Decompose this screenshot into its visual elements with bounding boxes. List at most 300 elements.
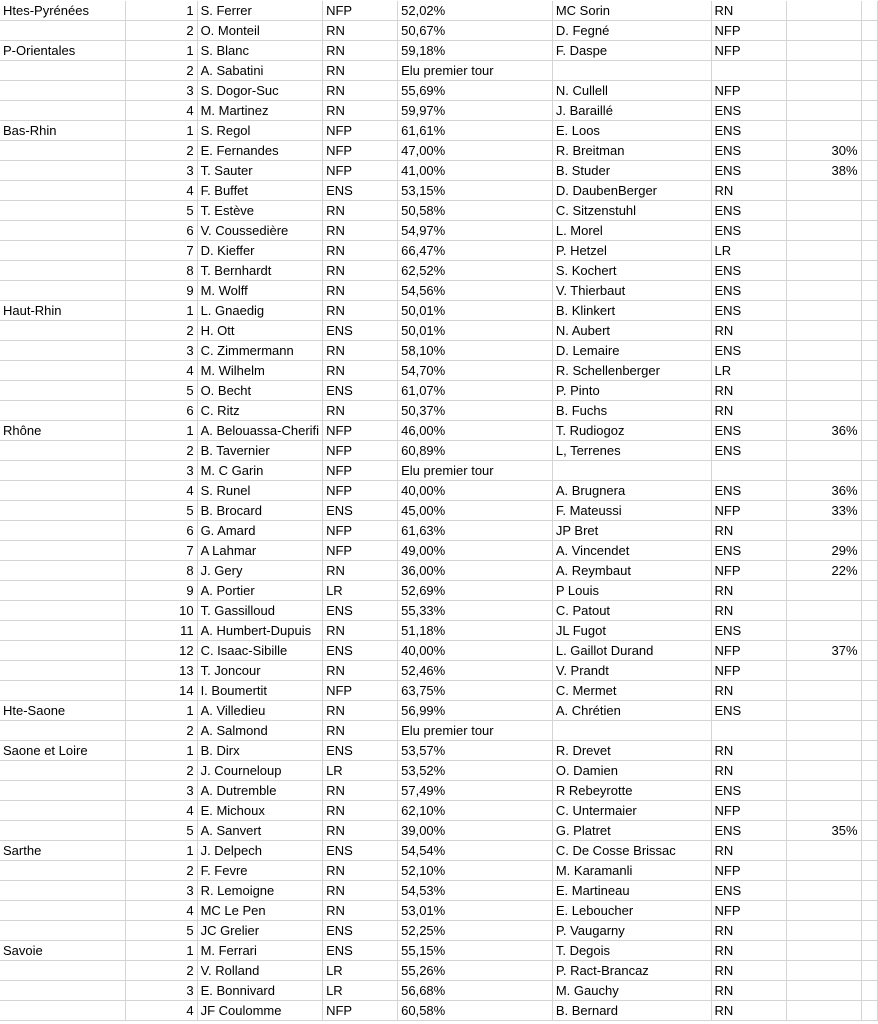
cell-opponent[interactable]: D. Fegné: [552, 21, 711, 41]
cell-opponent[interactable]: D. Lemaire: [552, 341, 711, 361]
cell-opponent-party[interactable]: ENS: [711, 821, 786, 841]
cell-department[interactable]: [0, 521, 125, 541]
cell-opponent-score[interactable]: [786, 201, 861, 221]
cell-opponent[interactable]: JL Fugot: [552, 621, 711, 641]
cell-empty[interactable]: [861, 601, 877, 621]
cell-party[interactable]: ENS: [323, 501, 398, 521]
cell-opponent-score[interactable]: [786, 761, 861, 781]
cell-candidate[interactable]: T. Gassilloud: [197, 601, 323, 621]
cell-party[interactable]: NFP: [323, 461, 398, 481]
cell-opponent-party[interactable]: ENS: [711, 281, 786, 301]
cell-empty[interactable]: [861, 781, 877, 801]
cell-department[interactable]: [0, 61, 125, 81]
cell-candidate[interactable]: A. Sanvert: [197, 821, 323, 841]
cell-score[interactable]: 54,97%: [398, 221, 553, 241]
cell-department[interactable]: [0, 81, 125, 101]
cell-opponent-score[interactable]: [786, 261, 861, 281]
cell-opponent[interactable]: R. Drevet: [552, 741, 711, 761]
cell-opponent-score[interactable]: 38%: [786, 161, 861, 181]
cell-score[interactable]: 63,75%: [398, 681, 553, 701]
cell-department[interactable]: [0, 621, 125, 641]
cell-candidate[interactable]: T. Joncour: [197, 661, 323, 681]
cell-opponent[interactable]: MC Sorin: [552, 1, 711, 21]
cell-opponent-party[interactable]: ENS: [711, 621, 786, 641]
cell-opponent[interactable]: R Rebeyrotte: [552, 781, 711, 801]
cell-department[interactable]: [0, 341, 125, 361]
cell-circonscription[interactable]: 3: [125, 341, 197, 361]
cell-score[interactable]: 54,70%: [398, 361, 553, 381]
cell-opponent-score[interactable]: [786, 281, 861, 301]
cell-circonscription[interactable]: 7: [125, 541, 197, 561]
cell-department[interactable]: [0, 381, 125, 401]
cell-opponent[interactable]: C. Mermet: [552, 681, 711, 701]
cell-opponent-score[interactable]: [786, 81, 861, 101]
cell-opponent-score[interactable]: 37%: [786, 641, 861, 661]
cell-candidate[interactable]: V. Rolland: [197, 961, 323, 981]
cell-party[interactable]: RN: [323, 261, 398, 281]
cell-opponent-score[interactable]: [786, 881, 861, 901]
cell-department[interactable]: [0, 881, 125, 901]
cell-department[interactable]: [0, 641, 125, 661]
cell-opponent-score[interactable]: [786, 341, 861, 361]
cell-opponent[interactable]: G. Platret: [552, 821, 711, 841]
cell-empty[interactable]: [861, 61, 877, 81]
cell-opponent-party[interactable]: ENS: [711, 121, 786, 141]
cell-opponent[interactable]: B. Studer: [552, 161, 711, 181]
cell-empty[interactable]: [861, 641, 877, 661]
cell-opponent-score[interactable]: [786, 661, 861, 681]
cell-empty[interactable]: [861, 321, 877, 341]
cell-empty[interactable]: [861, 561, 877, 581]
cell-opponent-score[interactable]: [786, 21, 861, 41]
cell-opponent-score[interactable]: 29%: [786, 541, 861, 561]
cell-party[interactable]: ENS: [323, 641, 398, 661]
cell-candidate[interactable]: L. Gnaedig: [197, 301, 323, 321]
cell-opponent-score[interactable]: [786, 401, 861, 421]
cell-empty[interactable]: [861, 541, 877, 561]
cell-score[interactable]: 62,10%: [398, 801, 553, 821]
cell-opponent-score[interactable]: [786, 101, 861, 121]
cell-opponent[interactable]: B. Klinkert: [552, 301, 711, 321]
cell-circonscription[interactable]: 1: [125, 421, 197, 441]
cell-party[interactable]: LR: [323, 961, 398, 981]
cell-candidate[interactable]: A. Humbert-Dupuis: [197, 621, 323, 641]
cell-candidate[interactable]: G. Amard: [197, 521, 323, 541]
cell-circonscription[interactable]: 2: [125, 21, 197, 41]
cell-opponent-score[interactable]: [786, 581, 861, 601]
cell-department[interactable]: [0, 561, 125, 581]
cell-party[interactable]: RN: [323, 361, 398, 381]
cell-opponent-score[interactable]: [786, 681, 861, 701]
cell-party[interactable]: NFP: [323, 421, 398, 441]
cell-party[interactable]: NFP: [323, 681, 398, 701]
cell-opponent-score[interactable]: [786, 181, 861, 201]
cell-candidate[interactable]: E. Bonnivard: [197, 981, 323, 1001]
cell-party[interactable]: RN: [323, 721, 398, 741]
cell-department[interactable]: [0, 441, 125, 461]
cell-score[interactable]: 55,33%: [398, 601, 553, 621]
cell-candidate[interactable]: C. Zimmermann: [197, 341, 323, 361]
cell-candidate[interactable]: M. C Garin: [197, 461, 323, 481]
cell-opponent-party[interactable]: RN: [711, 601, 786, 621]
cell-score[interactable]: 51,18%: [398, 621, 553, 641]
cell-party[interactable]: RN: [323, 701, 398, 721]
cell-empty[interactable]: [861, 941, 877, 961]
cell-opponent[interactable]: V. Prandt: [552, 661, 711, 681]
cell-empty[interactable]: [861, 821, 877, 841]
cell-opponent-score[interactable]: [786, 801, 861, 821]
cell-opponent[interactable]: L. Morel: [552, 221, 711, 241]
cell-department[interactable]: Sarthe: [0, 841, 125, 861]
cell-party[interactable]: ENS: [323, 921, 398, 941]
cell-candidate[interactable]: MC Le Pen: [197, 901, 323, 921]
cell-opponent[interactable]: L, Terrenes: [552, 441, 711, 461]
cell-department[interactable]: [0, 21, 125, 41]
cell-empty[interactable]: [861, 301, 877, 321]
cell-party[interactable]: RN: [323, 821, 398, 841]
cell-circonscription[interactable]: 2: [125, 441, 197, 461]
cell-party[interactable]: ENS: [323, 601, 398, 621]
cell-department[interactable]: [0, 661, 125, 681]
cell-score[interactable]: 36,00%: [398, 561, 553, 581]
cell-score[interactable]: 53,52%: [398, 761, 553, 781]
cell-candidate[interactable]: J. Delpech: [197, 841, 323, 861]
cell-party[interactable]: RN: [323, 781, 398, 801]
cell-department[interactable]: Htes-Pyrénées: [0, 1, 125, 21]
cell-opponent-party[interactable]: ENS: [711, 481, 786, 501]
cell-department[interactable]: Hte-Saone: [0, 701, 125, 721]
cell-score[interactable]: 41,00%: [398, 161, 553, 181]
cell-candidate[interactable]: T. Estève: [197, 201, 323, 221]
cell-circonscription[interactable]: 4: [125, 361, 197, 381]
cell-score[interactable]: Elu premier tour: [398, 461, 553, 481]
cell-circonscription[interactable]: 2: [125, 61, 197, 81]
cell-circonscription[interactable]: 2: [125, 721, 197, 741]
cell-empty[interactable]: [861, 841, 877, 861]
cell-score[interactable]: 49,00%: [398, 541, 553, 561]
cell-party[interactable]: RN: [323, 561, 398, 581]
cell-opponent[interactable]: D. DaubenBerger: [552, 181, 711, 201]
cell-empty[interactable]: [861, 341, 877, 361]
cell-opponent-score[interactable]: [786, 301, 861, 321]
cell-score[interactable]: 50,58%: [398, 201, 553, 221]
cell-department[interactable]: P-Orientales: [0, 41, 125, 61]
cell-department[interactable]: Bas-Rhin: [0, 121, 125, 141]
cell-party[interactable]: RN: [323, 21, 398, 41]
cell-opponent-party[interactable]: NFP: [711, 861, 786, 881]
cell-opponent-party[interactable]: [711, 61, 786, 81]
cell-opponent-party[interactable]: ENS: [711, 301, 786, 321]
cell-candidate[interactable]: S. Blanc: [197, 41, 323, 61]
cell-opponent[interactable]: C. Untermaier: [552, 801, 711, 821]
cell-score[interactable]: 60,58%: [398, 1001, 553, 1021]
cell-opponent[interactable]: R. Breitman: [552, 141, 711, 161]
cell-party[interactable]: RN: [323, 41, 398, 61]
cell-score[interactable]: 58,10%: [398, 341, 553, 361]
cell-department[interactable]: [0, 161, 125, 181]
cell-opponent-score[interactable]: [786, 321, 861, 341]
cell-party[interactable]: RN: [323, 201, 398, 221]
cell-circonscription[interactable]: 5: [125, 501, 197, 521]
cell-opponent[interactable]: E. Leboucher: [552, 901, 711, 921]
cell-circonscription[interactable]: 12: [125, 641, 197, 661]
cell-circonscription[interactable]: 8: [125, 561, 197, 581]
cell-opponent-score[interactable]: [786, 841, 861, 861]
cell-score[interactable]: 54,54%: [398, 841, 553, 861]
cell-party[interactable]: ENS: [323, 181, 398, 201]
cell-party[interactable]: NFP: [323, 481, 398, 501]
cell-empty[interactable]: [861, 801, 877, 821]
cell-opponent-score[interactable]: [786, 921, 861, 941]
cell-circonscription[interactable]: 4: [125, 1001, 197, 1021]
cell-opponent-score[interactable]: [786, 741, 861, 761]
cell-empty[interactable]: [861, 521, 877, 541]
cell-party[interactable]: LR: [323, 761, 398, 781]
cell-opponent-party[interactable]: RN: [711, 841, 786, 861]
cell-party[interactable]: RN: [323, 61, 398, 81]
cell-empty[interactable]: [861, 21, 877, 41]
cell-opponent[interactable]: N. Aubert: [552, 321, 711, 341]
cell-party[interactable]: RN: [323, 341, 398, 361]
cell-opponent-party[interactable]: [711, 461, 786, 481]
cell-circonscription[interactable]: 2: [125, 861, 197, 881]
cell-circonscription[interactable]: 4: [125, 181, 197, 201]
cell-opponent-party[interactable]: ENS: [711, 441, 786, 461]
cell-opponent[interactable]: P. Ract-Brancaz: [552, 961, 711, 981]
cell-circonscription[interactable]: 11: [125, 621, 197, 641]
cell-opponent-score[interactable]: [786, 901, 861, 921]
cell-opponent-score[interactable]: [786, 521, 861, 541]
cell-party[interactable]: NFP: [323, 1001, 398, 1021]
cell-opponent[interactable]: A. Reymbaut: [552, 561, 711, 581]
cell-score[interactable]: 55,26%: [398, 961, 553, 981]
cell-opponent[interactable]: [552, 61, 711, 81]
cell-score[interactable]: 52,69%: [398, 581, 553, 601]
cell-score[interactable]: 45,00%: [398, 501, 553, 521]
cell-empty[interactable]: [861, 401, 877, 421]
cell-opponent-party[interactable]: RN: [711, 181, 786, 201]
cell-candidate[interactable]: E. Michoux: [197, 801, 323, 821]
cell-opponent-score[interactable]: [786, 981, 861, 1001]
cell-party[interactable]: RN: [323, 221, 398, 241]
cell-empty[interactable]: [861, 161, 877, 181]
cell-empty[interactable]: [861, 761, 877, 781]
cell-opponent-party[interactable]: ENS: [711, 201, 786, 221]
cell-opponent-party[interactable]: RN: [711, 1001, 786, 1021]
cell-opponent-party[interactable]: RN: [711, 1, 786, 21]
cell-party[interactable]: RN: [323, 801, 398, 821]
cell-score[interactable]: 59,18%: [398, 41, 553, 61]
cell-opponent[interactable]: J. Baraillé: [552, 101, 711, 121]
cell-score[interactable]: 39,00%: [398, 821, 553, 841]
cell-empty[interactable]: [861, 141, 877, 161]
cell-opponent[interactable]: C. Patout: [552, 601, 711, 621]
cell-party[interactable]: NFP: [323, 121, 398, 141]
cell-candidate[interactable]: F. Buffet: [197, 181, 323, 201]
cell-department[interactable]: [0, 581, 125, 601]
cell-party[interactable]: RN: [323, 861, 398, 881]
cell-department[interactable]: Saone et Loire: [0, 741, 125, 761]
cell-circonscription[interactable]: 14: [125, 681, 197, 701]
cell-opponent-party[interactable]: RN: [711, 741, 786, 761]
cell-opponent-score[interactable]: [786, 441, 861, 461]
cell-candidate[interactable]: JF Coulomme: [197, 1001, 323, 1021]
cell-candidate[interactable]: A. Sabatini: [197, 61, 323, 81]
cell-circonscription[interactable]: 8: [125, 261, 197, 281]
cell-department[interactable]: [0, 821, 125, 841]
cell-department[interactable]: [0, 141, 125, 161]
cell-opponent[interactable]: V. Thierbaut: [552, 281, 711, 301]
cell-circonscription[interactable]: 1: [125, 701, 197, 721]
cell-candidate[interactable]: J. Gery: [197, 561, 323, 581]
cell-opponent-party[interactable]: ENS: [711, 341, 786, 361]
cell-opponent-score[interactable]: [786, 781, 861, 801]
cell-party[interactable]: LR: [323, 981, 398, 1001]
cell-opponent[interactable]: L. Gaillot Durand: [552, 641, 711, 661]
cell-opponent-party[interactable]: NFP: [711, 561, 786, 581]
cell-opponent-score[interactable]: 35%: [786, 821, 861, 841]
cell-score[interactable]: Elu premier tour: [398, 61, 553, 81]
cell-circonscription[interactable]: 1: [125, 301, 197, 321]
cell-department[interactable]: [0, 201, 125, 221]
cell-opponent-party[interactable]: LR: [711, 361, 786, 381]
cell-empty[interactable]: [861, 41, 877, 61]
cell-candidate[interactable]: S. Ferrer: [197, 1, 323, 21]
cell-opponent-party[interactable]: ENS: [711, 261, 786, 281]
cell-score[interactable]: 61,61%: [398, 121, 553, 141]
cell-circonscription[interactable]: 3: [125, 881, 197, 901]
cell-department[interactable]: [0, 761, 125, 781]
cell-empty[interactable]: [861, 981, 877, 1001]
cell-party[interactable]: ENS: [323, 841, 398, 861]
cell-opponent[interactable]: C. Sitzenstuhl: [552, 201, 711, 221]
cell-candidate[interactable]: S. Dogor-Suc: [197, 81, 323, 101]
cell-circonscription[interactable]: 2: [125, 321, 197, 341]
cell-party[interactable]: ENS: [323, 941, 398, 961]
cell-candidate[interactable]: C. Ritz: [197, 401, 323, 421]
cell-empty[interactable]: [861, 961, 877, 981]
cell-score[interactable]: 59,97%: [398, 101, 553, 121]
cell-department[interactable]: [0, 261, 125, 281]
cell-empty[interactable]: [861, 621, 877, 641]
cell-score[interactable]: 50,01%: [398, 321, 553, 341]
cell-opponent-party[interactable]: RN: [711, 761, 786, 781]
cell-opponent-party[interactable]: ENS: [711, 161, 786, 181]
cell-opponent-score[interactable]: [786, 1001, 861, 1021]
cell-party[interactable]: NFP: [323, 521, 398, 541]
cell-opponent-score[interactable]: [786, 381, 861, 401]
cell-circonscription[interactable]: 4: [125, 101, 197, 121]
cell-circonscription[interactable]: 9: [125, 581, 197, 601]
cell-party[interactable]: ENS: [323, 741, 398, 761]
cell-department[interactable]: [0, 921, 125, 941]
cell-opponent-score[interactable]: [786, 121, 861, 141]
cell-score[interactable]: 66,47%: [398, 241, 553, 261]
cell-score[interactable]: Elu premier tour: [398, 721, 553, 741]
cell-department[interactable]: [0, 481, 125, 501]
cell-opponent-party[interactable]: NFP: [711, 501, 786, 521]
cell-circonscription[interactable]: 5: [125, 201, 197, 221]
cell-score[interactable]: 54,56%: [398, 281, 553, 301]
cell-candidate[interactable]: T. Sauter: [197, 161, 323, 181]
cell-opponent[interactable]: M. Gauchy: [552, 981, 711, 1001]
cell-opponent-score[interactable]: [786, 721, 861, 741]
cell-opponent-score[interactable]: 22%: [786, 561, 861, 581]
cell-opponent-score[interactable]: [786, 1, 861, 21]
cell-candidate[interactable]: S. Regol: [197, 121, 323, 141]
cell-opponent-party[interactable]: ENS: [711, 101, 786, 121]
cell-circonscription[interactable]: 5: [125, 921, 197, 941]
cell-opponent[interactable]: B. Bernard: [552, 1001, 711, 1021]
cell-department[interactable]: [0, 321, 125, 341]
cell-score[interactable]: 50,67%: [398, 21, 553, 41]
cell-circonscription[interactable]: 9: [125, 281, 197, 301]
cell-department[interactable]: [0, 461, 125, 481]
cell-candidate[interactable]: A. Villedieu: [197, 701, 323, 721]
cell-circonscription[interactable]: 6: [125, 221, 197, 241]
cell-candidate[interactable]: B. Dirx: [197, 741, 323, 761]
cell-opponent-party[interactable]: RN: [711, 981, 786, 1001]
cell-candidate[interactable]: B. Tavernier: [197, 441, 323, 461]
cell-empty[interactable]: [861, 281, 877, 301]
cell-candidate[interactable]: JC Grelier: [197, 921, 323, 941]
cell-empty[interactable]: [861, 921, 877, 941]
cell-party[interactable]: LR: [323, 581, 398, 601]
cell-circonscription[interactable]: 1: [125, 121, 197, 141]
cell-circonscription[interactable]: 1: [125, 741, 197, 761]
cell-opponent-party[interactable]: RN: [711, 941, 786, 961]
cell-empty[interactable]: [861, 241, 877, 261]
cell-department[interactable]: [0, 281, 125, 301]
cell-department[interactable]: [0, 241, 125, 261]
cell-opponent-score[interactable]: [786, 241, 861, 261]
cell-empty[interactable]: [861, 181, 877, 201]
cell-department[interactable]: [0, 541, 125, 561]
cell-department[interactable]: Savoie: [0, 941, 125, 961]
cell-opponent[interactable]: P. Vaugarny: [552, 921, 711, 941]
cell-candidate[interactable]: D. Kieffer: [197, 241, 323, 261]
cell-candidate[interactable]: E. Fernandes: [197, 141, 323, 161]
cell-empty[interactable]: [861, 581, 877, 601]
cell-opponent-party[interactable]: ENS: [711, 541, 786, 561]
cell-score[interactable]: 53,57%: [398, 741, 553, 761]
cell-party[interactable]: NFP: [323, 161, 398, 181]
cell-department[interactable]: Rhône: [0, 421, 125, 441]
cell-opponent-party[interactable]: ENS: [711, 881, 786, 901]
cell-candidate[interactable]: O. Becht: [197, 381, 323, 401]
cell-circonscription[interactable]: 6: [125, 401, 197, 421]
cell-candidate[interactable]: A Lahmar: [197, 541, 323, 561]
cell-party[interactable]: RN: [323, 621, 398, 641]
cell-empty[interactable]: [861, 1001, 877, 1021]
cell-circonscription[interactable]: 3: [125, 461, 197, 481]
cell-opponent[interactable]: P Louis: [552, 581, 711, 601]
cell-score[interactable]: 52,10%: [398, 861, 553, 881]
cell-empty[interactable]: [861, 81, 877, 101]
cell-circonscription[interactable]: 2: [125, 961, 197, 981]
cell-party[interactable]: RN: [323, 81, 398, 101]
cell-candidate[interactable]: R. Lemoigne: [197, 881, 323, 901]
cell-score[interactable]: 52,02%: [398, 1, 553, 21]
cell-opponent-score[interactable]: [786, 41, 861, 61]
cell-opponent-score[interactable]: 36%: [786, 481, 861, 501]
cell-empty[interactable]: [861, 201, 877, 221]
cell-empty[interactable]: [861, 681, 877, 701]
cell-opponent-party[interactable]: ENS: [711, 421, 786, 441]
cell-opponent[interactable]: O. Damien: [552, 761, 711, 781]
cell-department[interactable]: [0, 801, 125, 821]
cell-opponent-party[interactable]: ENS: [711, 701, 786, 721]
